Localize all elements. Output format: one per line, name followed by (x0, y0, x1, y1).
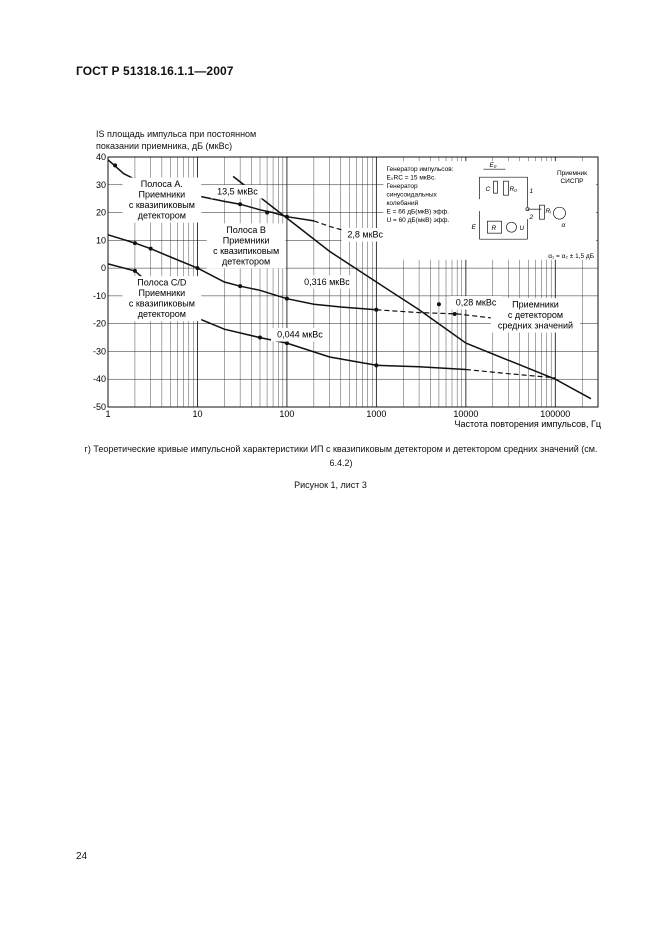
y-tick-label: 0 (100, 263, 106, 274)
inset-generator-text: Генератор импульсов: (386, 166, 454, 174)
r-label: R (491, 225, 497, 233)
data-point (285, 341, 289, 345)
figure-caption: г) Теоретические кривые импульсной характеристики ИП с квазипиковым детектором и детектором средних значений (см. 6.4.2) (84, 444, 598, 468)
inset-generator-text: E = 66 дБ(мкВ) эфф. (386, 208, 449, 216)
annotation-band_a: детектором (137, 210, 186, 221)
e0-label: E₀ (489, 162, 497, 170)
y-tick-label: 10 (95, 235, 106, 246)
data-point (149, 247, 153, 251)
x-tick-label: 100 (279, 409, 295, 419)
data-point (238, 284, 242, 288)
switch-1-label: 1 (529, 188, 534, 196)
u-label: U (519, 225, 525, 233)
ri-label: Rᵢ (545, 208, 551, 216)
y-tick-label: -20 (92, 318, 106, 329)
y-tick-label: -10 (92, 290, 106, 301)
y-tick-label: 30 (95, 179, 106, 190)
data-point (453, 312, 457, 316)
y-axis-label-line-2: показании приемника, дБ (мкВс) (96, 141, 233, 151)
y-tick-label: -40 (92, 374, 106, 385)
inset-generator-text: E₀RC = 15 мкВс. (386, 174, 437, 182)
impulse-response-chart (80, 150, 610, 435)
annotation-band_cd: Полоса С/D (137, 277, 187, 288)
inset-receiver-text: Приемник (556, 170, 588, 178)
capacitor-label: C (485, 186, 491, 194)
annotation-l4: 0,28 мкВс (455, 297, 497, 308)
data-point (374, 308, 378, 312)
inset-generator-text: колебаний (386, 200, 419, 208)
annotation-band_b: Полоса В (226, 224, 266, 235)
e-label: E (471, 224, 476, 232)
document-header: ГОСТ Р 51318.16.1.1—2007 (76, 64, 234, 78)
annotation-avg: с детектором (507, 310, 564, 321)
annotation-band_a: с квазипиковым (128, 200, 195, 211)
data-point (374, 363, 378, 367)
x-tick-label: 1000 (366, 409, 387, 419)
alpha-label: α (561, 222, 566, 230)
resistor-label: R₀ (509, 186, 517, 194)
y-tick-label: -50 (92, 402, 106, 412)
annotation-band_cd: детектором (137, 309, 186, 320)
data-point (285, 215, 289, 219)
figure-number: Рисунок 1, лист 3 (294, 480, 367, 490)
inset-generator-text: U = 60 дБ(мкВ) эфф. (386, 217, 450, 225)
data-point (437, 302, 441, 306)
inset-generator-text: синусоидальных (386, 191, 437, 199)
annotation-l3: 0,316 мкВс (304, 276, 350, 287)
annotation-l1: 13,5 мкВс (217, 186, 258, 197)
x-tick-label: 100000 (540, 409, 571, 419)
series-dashed-B (376, 310, 492, 318)
data-point (238, 202, 242, 206)
y-tick-label: 20 (95, 207, 106, 218)
inset-receiver-text: СИСПР (560, 178, 584, 186)
switch-2-label: 2 (529, 214, 534, 222)
x-axis-label: Частота повторения импульсов, Гц (454, 419, 601, 429)
y-tick-label: 40 (95, 152, 106, 162)
data-point (285, 297, 289, 301)
annotation-band_b: Приемники (222, 235, 270, 246)
x-tick-label: 10 (192, 409, 203, 419)
annotation-band_cd: Приемники (138, 288, 186, 299)
annotation-band_cd: с квазипиковым (128, 298, 195, 309)
y-tick-label: -30 (92, 346, 106, 357)
data-point (195, 266, 199, 270)
data-point (113, 163, 117, 167)
page-number: 24 (76, 851, 88, 862)
annotation-band_a: Полоса А. (140, 179, 183, 190)
annotation-l5: 0,044 мкВс (277, 329, 323, 340)
annotation-band_b: детектором (222, 256, 271, 267)
annotation-avg: Приемники (512, 299, 559, 310)
annotation-l2: 2,8 мкВс (347, 229, 384, 240)
annotation-avg: средних значений (497, 320, 574, 331)
data-point (258, 336, 262, 340)
annotation-band_a: Приемники (138, 189, 186, 200)
inset-alpha-note: α₁ = α₂ ± 1,5 дБ (548, 252, 594, 260)
annotation-band_b: с квазипиковым (213, 245, 280, 256)
inset-generator-text: Генератор (386, 183, 418, 191)
data-point (265, 211, 269, 215)
y-axis-label (96, 128, 296, 152)
x-tick-label: 10000 (453, 409, 479, 419)
x-tick-label: 1 (105, 409, 111, 419)
data-point (133, 241, 137, 245)
y-axis-label-line-1: IS площадь импульса при постоянном (96, 129, 257, 139)
data-point (133, 269, 137, 273)
